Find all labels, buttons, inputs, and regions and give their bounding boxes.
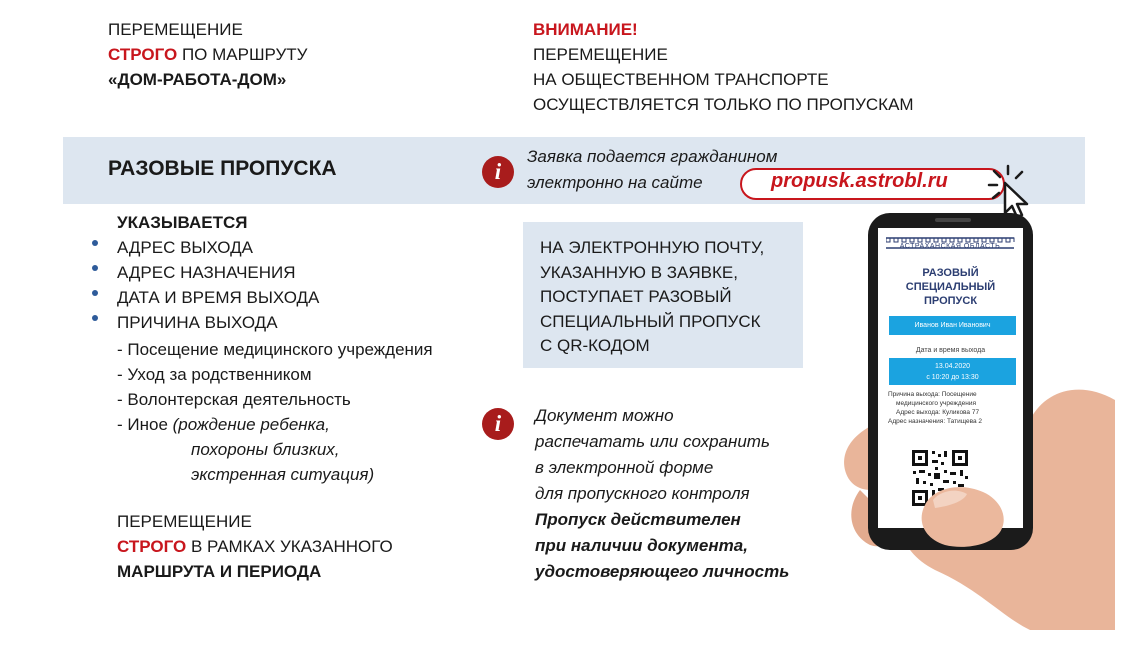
top-left-line2: [108, 43, 307, 67]
doc-line: Документ можно: [535, 406, 674, 425]
reason-item: - Уход за родственником: [117, 365, 312, 384]
pass-to: Адрес назначения: Татищева 2: [888, 418, 983, 425]
pass-title-line: РАЗОВЫЙ: [922, 267, 979, 279]
email-line: ПОСТУПАЕТ РАЗОВЫЙ: [540, 287, 732, 306]
attention-label: ВНИМАНИЕ!: [533, 20, 638, 39]
pass-reason: Причина выхода: Посещение: [888, 391, 977, 398]
bullet-dot: [92, 265, 98, 271]
band-info-line2: электронно на сайте: [527, 173, 703, 192]
pass-name: Иванов Иван Иванович: [889, 316, 1016, 335]
reason-item-other: [117, 413, 330, 437]
pass-datetime-label: Дата и время выхода: [915, 347, 986, 354]
doc-bold-line: удостоверяющего личность: [535, 562, 790, 581]
pass-datetime-box: [889, 358, 1016, 385]
bottom-left-line2: [117, 535, 393, 559]
pass-details: [888, 390, 982, 426]
band-title: РАЗОВЫЕ ПРОПУСКА: [108, 157, 337, 180]
list-item: ПРИЧИНА ВЫХОДА: [117, 313, 278, 332]
email-info-text: [540, 236, 764, 359]
doc-line: в электронной форме: [535, 458, 714, 477]
doc-bold-line: при наличии документа,: [535, 536, 748, 555]
pass-from: Адрес выхода: Куликова 77: [896, 409, 980, 416]
bullet-dot: [92, 315, 98, 321]
pass-region: АСТРАХАНСКАЯ ОБЛАСТЬ: [899, 243, 1001, 250]
top-right-line1: ПЕРЕМЕЩЕНИЕ: [533, 45, 668, 64]
document-info: [535, 403, 789, 585]
doc-bold-line: Пропуск действителен: [535, 510, 741, 529]
info-icon: i: [482, 408, 514, 440]
bottom-left-line1: ПЕРЕМЕЩЕНИЕ: [117, 512, 252, 531]
bottom-left-line3: МАРШРУТА И ПЕРИОДА: [117, 562, 322, 581]
top-right-line3: ОСУЩЕСТВЛЯЕТСЯ ТОЛЬКО ПО ПРОПУСКАМ: [533, 95, 914, 114]
email-line: СПЕЦИАЛЬНЫЙ ПРОПУСК: [540, 311, 761, 331]
pass-title-line: СПЕЦИАЛЬНЫЙ: [905, 281, 996, 293]
other-prefix: - Иное: [117, 415, 173, 434]
bullet-dot: [92, 240, 98, 246]
top-left-line2-rest: ПО МАРШРУТУ: [177, 45, 308, 64]
reason-item: - Посещение медицинского учреждения: [117, 340, 433, 359]
pass-title-line: ПРОПУСК: [923, 295, 978, 307]
list-item: ДАТА И ВРЕМЯ ВЫХОДА: [117, 288, 320, 307]
email-line: С QR-КОДОМ: [540, 336, 650, 355]
info-icon: i: [482, 156, 514, 188]
pass-title: [878, 266, 1023, 308]
email-line: УКАЗАННУЮ В ЗАЯВКЕ,: [540, 262, 738, 282]
list-item: АДРЕС НАЗНАЧЕНИЯ: [117, 263, 296, 282]
bottom-left-line2-rest: В РАМКАХ УКАЗАННОГО: [186, 537, 393, 556]
doc-line: распечатать или сохранить: [535, 432, 770, 451]
bullet-dot: [92, 290, 98, 296]
pass-time: с 10:20 до 13:30: [926, 374, 979, 381]
doc-line: для пропускного контроля: [535, 484, 750, 503]
band-info-line1: Заявка подается гражданином: [527, 147, 778, 166]
reason-item: - Волонтерская деятельность: [117, 390, 351, 409]
email-line: НА ЭЛЕКТРОННУЮ ПОЧТУ,: [540, 238, 765, 257]
list-heading: УКАЗЫВАЕТСЯ: [117, 213, 248, 232]
top-right-line2: НА ОБЩЕСТВЕННОМ ТРАНСПОРТЕ: [533, 70, 829, 89]
strict-label: СТРОГО: [108, 45, 178, 64]
list-item: АДРЕС ВЫХОДА: [117, 238, 253, 257]
other-line1: (рождение ребенка,: [172, 415, 330, 434]
top-left-line1: ПЕРЕМЕЩЕНИЕ: [108, 20, 243, 39]
thumb-illustration: [905, 470, 1015, 560]
pass-date: 13.04.2020: [934, 363, 971, 370]
phone-speaker: [935, 218, 971, 222]
strict-label: СТРОГО: [117, 537, 187, 556]
other-line2: похороны близких,: [191, 440, 340, 459]
top-left-line3: «ДОМ-РАБОТА-ДОМ»: [108, 70, 287, 89]
other-line3: экстренная ситуация): [191, 465, 375, 484]
url-text[interactable]: propusk.astrobl.ru: [771, 170, 948, 192]
pass-reason-2: медицинского учреждения: [896, 400, 977, 407]
